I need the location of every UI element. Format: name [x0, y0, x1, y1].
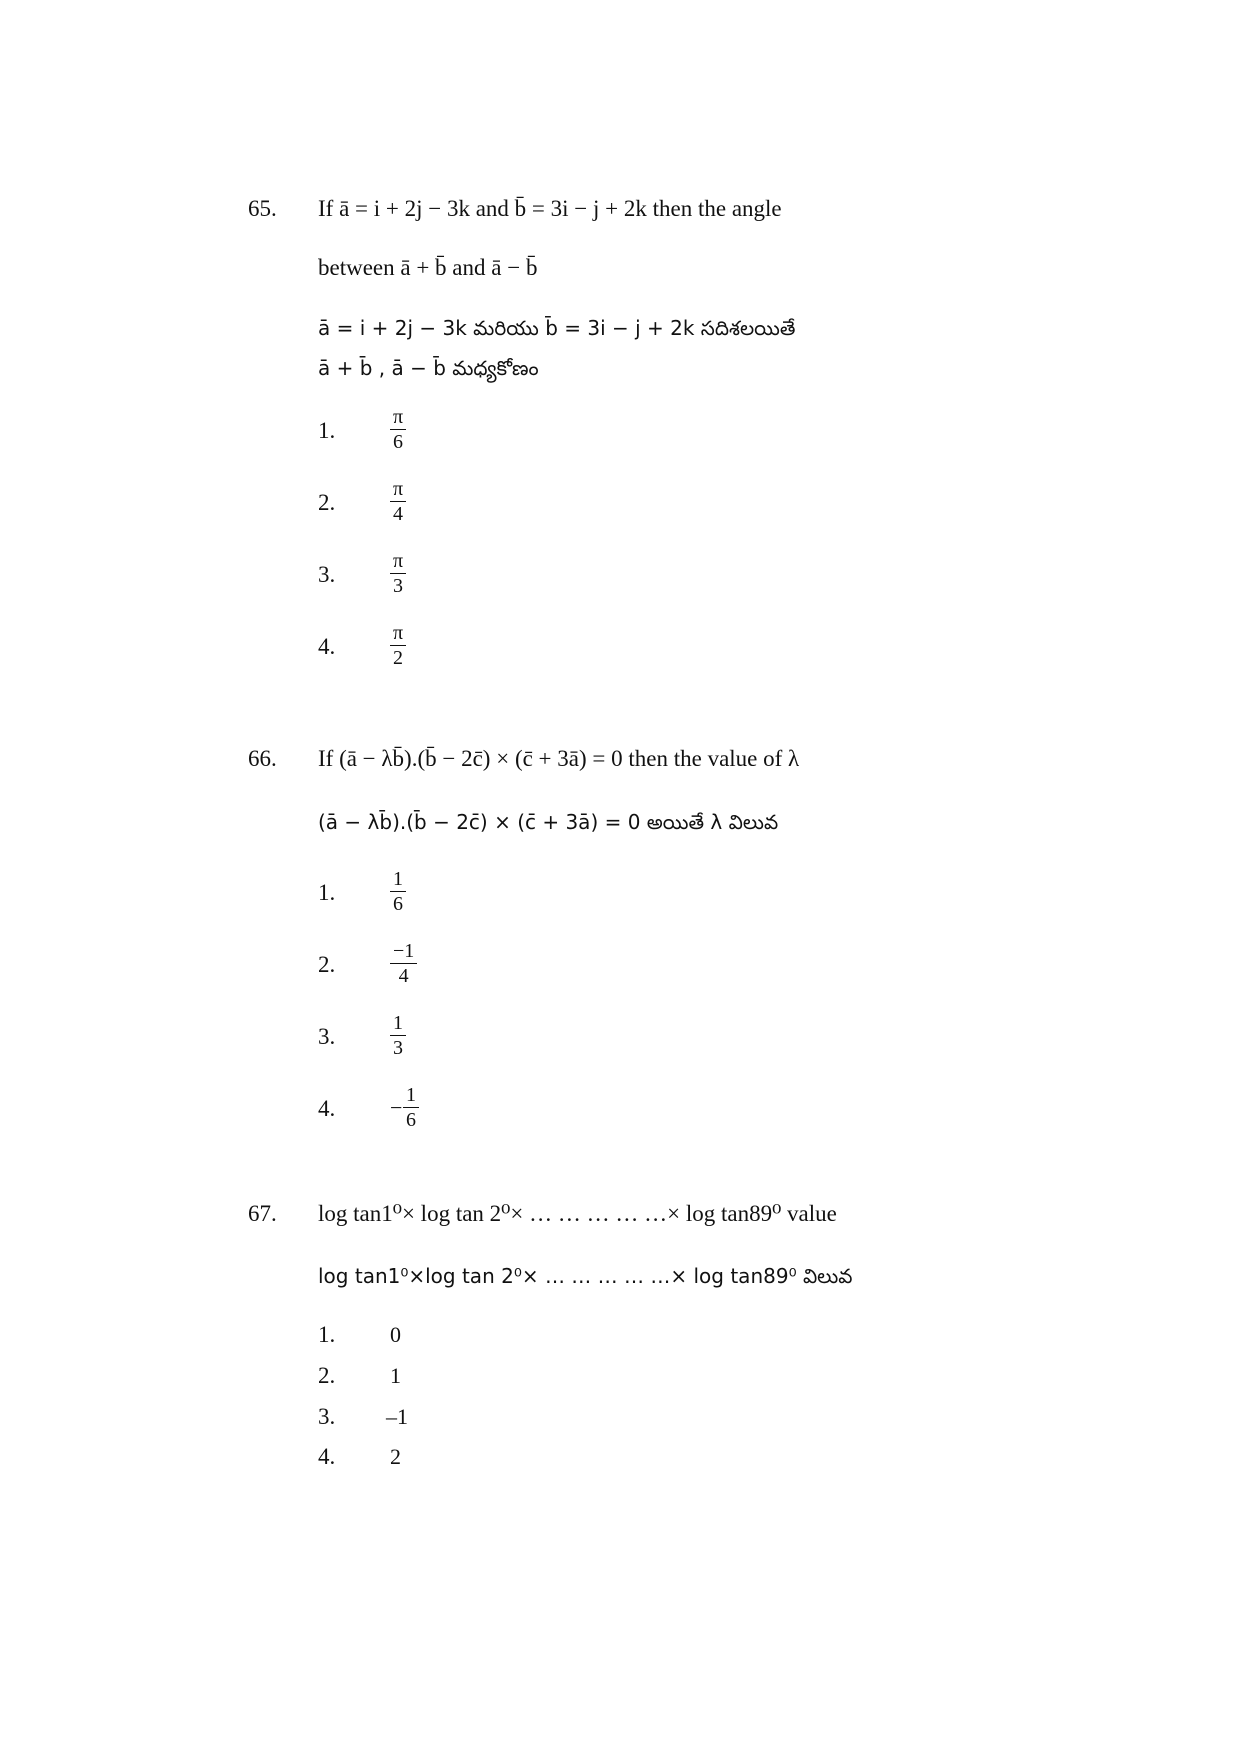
question-text-telugu: ā = i + 2j − 3k మరియు b̄ = 3i − j + 2k సదిశలయితే	[318, 316, 796, 340]
fraction-denominator: 2	[393, 647, 404, 669]
question-number: 66.	[248, 746, 277, 771]
option-value: 1	[390, 1363, 401, 1388]
option-number: 1.	[318, 880, 336, 905]
question-text-english-cont: between ā + b̄ and ā − b̄	[318, 255, 538, 280]
option-number: 3.	[318, 562, 336, 587]
option-fraction	[390, 1011, 406, 1060]
fraction-denominator: 6	[393, 431, 404, 453]
option-number: 4.	[318, 634, 336, 659]
negative-sign: −	[390, 1095, 403, 1120]
option-number: 4.	[318, 1096, 336, 1121]
fraction-numerator: π	[390, 405, 406, 430]
fraction-denominator: 3	[393, 1037, 403, 1059]
option-number: 3.	[318, 1404, 336, 1429]
fraction-numerator: 1	[390, 867, 406, 892]
option-number: 4.	[318, 1444, 336, 1469]
option-fraction	[390, 939, 417, 988]
question-text-english: log tan1⁰× log tan 2⁰× … … … … …× log tan89⁰ value	[318, 1201, 837, 1226]
option-number: 1.	[318, 418, 336, 443]
option-number: 2.	[318, 952, 336, 977]
option-value: –1	[386, 1404, 408, 1429]
question-text-english: If (ā − λb̄).(b̄ − 2c̄) × (c̄ + 3ā) = 0 then the value of λ	[318, 746, 800, 771]
option-fraction	[390, 405, 406, 454]
fraction-numerator: 1	[390, 1011, 406, 1036]
fraction-denominator: 4	[393, 503, 404, 525]
question-text-telugu-cont: ā + b̄ , ā − b̄ మధ్యకోణం	[318, 356, 539, 380]
option-value: 0	[390, 1322, 401, 1347]
option-number: 3.	[318, 1024, 336, 1049]
option-number: 2.	[318, 490, 336, 515]
option-fraction	[390, 477, 406, 526]
option-fraction	[390, 621, 406, 670]
option-fraction	[390, 549, 406, 598]
fraction-numerator: π	[390, 477, 406, 502]
fraction-denominator: 4	[398, 965, 409, 987]
option-number: 1.	[318, 1322, 336, 1347]
option-number: 2.	[318, 1363, 336, 1388]
fraction-numerator: 1	[403, 1083, 419, 1108]
question-text-telugu: (ā − λb̄).(b̄ − 2c̄) × (c̄ + 3ā) = 0 అయితే λ విలువ	[318, 810, 779, 834]
question-number: 67.	[248, 1201, 277, 1226]
option-fraction	[403, 1083, 419, 1132]
question-text-english: If ā = i + 2j − 3k and b̄ = 3i − j + 2k then the angle	[318, 196, 782, 221]
fraction-denominator: 6	[393, 893, 403, 915]
option-fraction	[390, 867, 406, 916]
fraction-numerator: π	[390, 549, 406, 574]
fraction-numerator: π	[390, 621, 406, 646]
question-number: 65.	[248, 196, 277, 221]
question-text-telugu: log tan1⁰×log tan 2⁰× … … … … …× log tan89⁰ విలువ	[318, 1264, 853, 1288]
fraction-denominator: 6	[406, 1109, 416, 1131]
option-value: 2	[390, 1444, 401, 1469]
fraction-denominator: 3	[393, 575, 404, 597]
fraction-numerator: −1	[390, 939, 417, 964]
